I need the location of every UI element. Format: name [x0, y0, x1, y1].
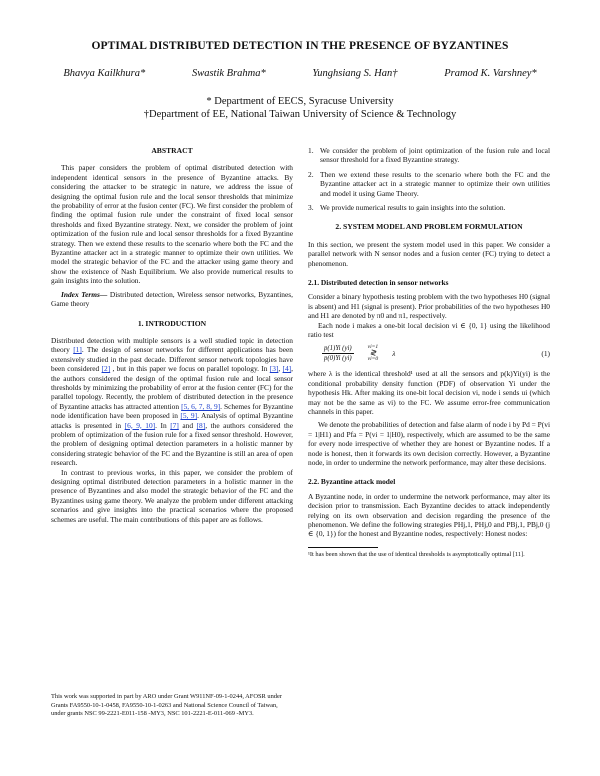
author-1: Bhavya Kailkhura*	[63, 68, 146, 79]
author-list	[40, 68, 560, 79]
right-column	[308, 146, 550, 559]
item-number: 2.	[308, 169, 314, 179]
item-text: We consider the problem of joint optimization of the fusion rule and local sensor threshold for a fixed Byzantine strategy.	[320, 146, 550, 165]
citation-link[interactable]: [7]	[170, 420, 179, 430]
section-2-heading: 2. SYSTEM MODEL AND PROBLEM FORMULATION	[335, 222, 523, 232]
index-terms-label: Index Terms—	[61, 289, 108, 299]
subsection-2-1-paragraph-3: where λ is the identical threshold¹ used at all the sensors and p(k)Yi(yi) is the conditional probability density function (PDF) of observation Yi under the hypothesis Hk. After making its one-bit local decision vi, node i sends ui (which may not be the same as vi) to the FC. We assume error-free communication channels in this paper.	[308, 369, 550, 416]
citation-link[interactable]: [8]	[196, 420, 206, 430]
intro-text: , the authors considered the problem of optimization of the fusion rule for a fixed sensor threshold. However, the problem of designing optimal detection parameters in a holistic manner by considering strategic behavior of the FC and the Byzantine is still an area of open research.	[51, 420, 294, 468]
equation-1	[308, 344, 550, 364]
subsection-2-1-paragraph-2: Each node i makes a one-bit local decision vi ∈ {0, 1} using the likelihood ratio test	[308, 320, 550, 340]
abstract-heading: ABSTRACT	[151, 146, 193, 155]
funding-note: This work was supported in part by ARO under Grant W911NF-09-1-0244, AFOSR under Grants FA9550-10-1-0458, FA9550-10-1-0263 and National Science Council of Taiwan, under grants NSC 99-2221-E011-158 -MY3, NSC 101-2221-E-011-069 -MY3.	[51, 693, 282, 718]
footnote-divider	[308, 547, 378, 548]
author-2: Swastik Brahma*	[191, 68, 266, 79]
decision-comparator	[368, 344, 379, 362]
index-terms-text: Distributed detection, Wireless sensor networks, Byzantines, Game theory	[51, 289, 293, 309]
citation-link[interactable]: [6, 9, 10]	[124, 420, 156, 430]
section-2-intro: In this section, we present the system model used in this paper. We consider a parallel network with N sensor nodes and a fusion center (FC) trying to detect a phenomenon.	[308, 239, 550, 268]
contribution-item	[308, 170, 550, 198]
subsection-2-2-paragraph-1: A Byzantine node, in order to undermine the network performance, may alter its decision prior to transmission. Each Byzantine decides to attack independently relying on its own observation and decision regarding the presence of the phenomenon. We define the following strategies PHj,1, PHj,0 and PBj,1, PBj,0 (j ∈ {0, 1}) for the honest and Byzantine nodes, respectively: Honest nodes:	[308, 491, 550, 539]
citation-link[interactable]: [5, 9]	[180, 411, 198, 421]
intro-text: . Schemes for Byzantine node identification have been proposed in	[51, 401, 294, 421]
affiliation-1: * Department of EECS, Syracuse University	[206, 96, 394, 107]
introduction-paragraph-2: In contrast to previous works, in this paper, we consider the problem of designing optimal distributed detection parameters in a holistic manner in the presence of Byzantines and also model the strategic behavior of the FC and the Byzantines using game theory. We analyze the problem under different attacking scenarios and give insights into the practical scenarios where the proposed schemes are useful. The main contributions of this paper are as follows.	[51, 467, 293, 524]
comparator-top: vi=1	[367, 344, 379, 351]
ratio-denominator: p(0)Yi (yi)	[324, 354, 352, 362]
likelihood-ratio	[322, 344, 354, 364]
affiliation-2: †Department of EE, National Taiwan University of Science & Technology	[143, 109, 457, 120]
paper-title: OPTIMAL DISTRIBUTED DETECTION IN THE PRESENCE OF BYZANTINES	[91, 40, 509, 52]
item-text: Then we extend these results to the scenario where both the FC and the Byzantine attacker act in a strategic manner to optimize their own utilities and model it using Game Theory.	[320, 169, 550, 198]
intro-text: , but in this paper we focus on parallel topology. In	[110, 364, 270, 374]
intro-text: and	[178, 420, 197, 430]
intro-text: , the authors considered the design of the optimal fusion rule and local sensor thresholds by minimizing the probability of error at the fusion center (FC) for the parallel topology. Recently, the problem of distributed detection in the presence of Byzantine attacks has attracted attention	[51, 364, 293, 411]
left-column	[51, 146, 293, 524]
intro-text: . In	[155, 420, 171, 430]
item-number: 3.	[308, 203, 314, 213]
intro-text: . Analysis of optimal Byzantine attacks is presented in	[51, 411, 293, 430]
citation-link[interactable]: [1]	[73, 345, 82, 355]
intro-text: ,	[278, 364, 283, 374]
subsection-2-1-heading: 2.1. Distributed detection in sensor networks	[308, 278, 449, 288]
citation-link[interactable]: [4]	[282, 364, 292, 374]
equation-number: (1)	[541, 348, 550, 358]
author-4: Pramod K. Varshney*	[444, 68, 537, 79]
subsection-2-1-paragraph-1: Consider a binary hypothesis testing problem with the two hypotheses H0 (signal is absent) and H1 (signal is present). Prior probabilities of the two hypotheses H0 and H1 are denoted by π0 and π1, respectively.	[308, 292, 550, 321]
contribution-item	[308, 146, 550, 165]
item-text: We provide numerical results to gain insights into the solution.	[320, 203, 506, 213]
intro-text: . The design of sensor networks for different applications has been extensively studied in the past decade. Different sensor network topologies have been considered	[51, 345, 293, 374]
citation-link[interactable]: [3]	[269, 364, 279, 374]
item-number: 1.	[308, 146, 314, 155]
abstract-body: This paper considers the problem of optimal distributed detection with independent identical sensors in the presence of Byzantine attacks. By considering the attacker to be strategic in nature, we address the issue of designing the optimal fusion rule and the local sensor thresholds that minimize the probability of error at the fusion center (FC). We first consider the problem of finding the optimal fusion rule under the constraint of fixed local sensor thresholds and fixed Byzantine strategy. Next, we consider the problem of joint optimization of the fusion rule and local sensor thresholds for a fixed Byzantine strategy. Then we extend these results to the scenario where both the FC and the Byzantine attacker act in a strategic manner to optimize their own utilities. We model the strategic behavior of the FC and the attacker using game theory and show the existence of Nash Equilibrium. We also provide numerical results to gain insights into the solution.	[51, 163, 293, 286]
contribution-item	[308, 203, 550, 212]
index-terms	[51, 290, 293, 309]
subsection-2-2-heading: 2.2. Byzantine attack model	[308, 477, 396, 487]
introduction-paragraph-1	[51, 336, 293, 468]
likelihood-ratio-test	[322, 344, 395, 364]
contribution-list	[308, 146, 550, 212]
ratio-numerator: p(1)Yi (yi)	[322, 344, 354, 354]
citation-link[interactable]: [5, 6, 7, 8, 9]	[181, 401, 221, 411]
introduction-heading: 1. INTRODUCTION	[137, 318, 207, 328]
citation-link[interactable]: [2]	[101, 364, 111, 374]
intro-text: Distributed detection with multiple sensors is a well studied topic in detection theory	[51, 335, 293, 355]
subsection-2-1-paragraph-4: We denote the probabilities of detection and false alarm of node i by Pd = P(vi = 1|H1) and Pfa = P(vi = 1|H0), respectively, which are assumed to be the same for every node irrespective of whether they are honest or Byzantine nodes. If a node is honest, then it forwards its own decision correctly. However, a Byzantine node, in order to undermine the network performance, may alter these decisions.	[308, 420, 551, 467]
comparator-symbol: ≷	[369, 348, 377, 358]
threshold-symbol: λ	[392, 348, 396, 358]
footnote-1: ¹It has been shown that the use of identical thresholds is asymptotically optimal [11].	[308, 550, 525, 558]
author-3: Yunghsiang S. Han†	[312, 68, 398, 79]
comparator-bottom: vi=0	[367, 356, 379, 363]
